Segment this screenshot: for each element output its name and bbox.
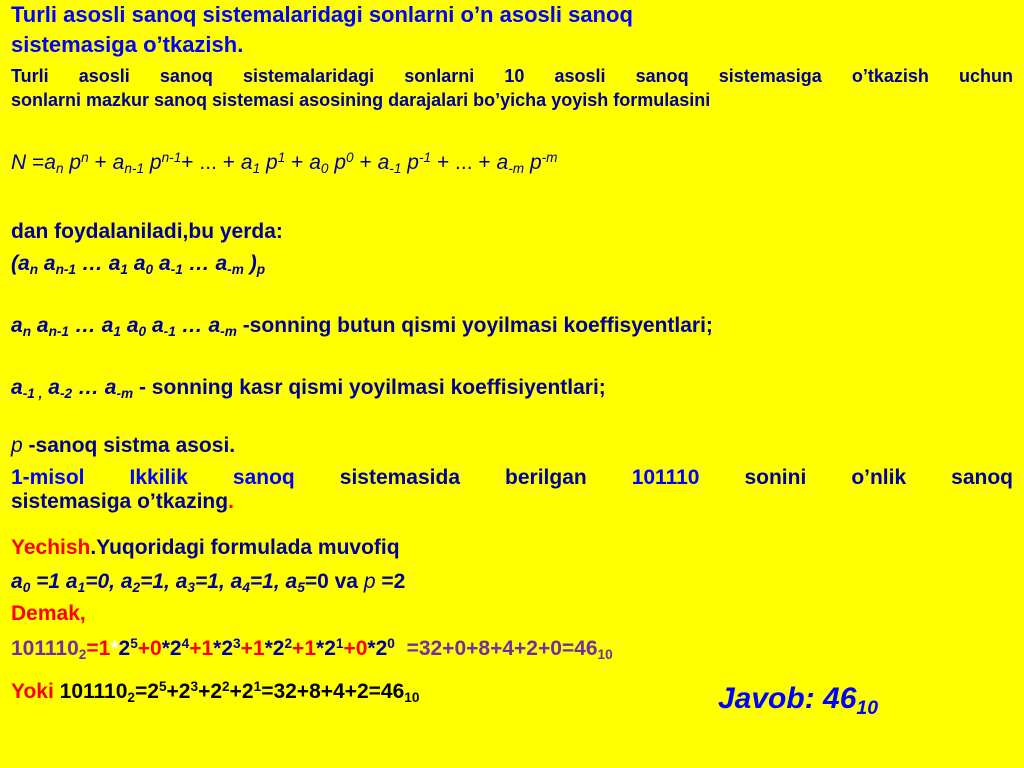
therefore-label: Demak, xyxy=(11,602,86,625)
binary-expansion: $101110_2=1*2^5+0*2^4+1*2^3+1*2^2+1*2^1+0*2^0 =32+0+8+4+2+0=46_{10}$ xyxy=(11,635,613,663)
base-definition: p -sanoq sistma asosi. xyxy=(11,434,236,457)
coefficient-values: $a_0 =1$ $a_1=0$, $a_2=1$, $a_3=1$, $a_4=1$, $a_5=0$ va p =2 xyxy=(11,570,406,596)
number-notation: ($a_n$ $a_{n-1}$ … $a_1$ $a_0$ $a_{-1}$ … $a_{-m}$ )$_p$ xyxy=(11,252,266,278)
intro-paragraph xyxy=(11,64,1013,112)
example-1-line-1: 1-misol Ikkilik sanoq sistemasida berilgan 101110 sonini o’nlik sanoq xyxy=(11,466,1013,489)
example-1 xyxy=(11,466,1013,514)
example-1-line-2: sistemasiga o’tkazing. xyxy=(11,490,234,513)
title-line-1: Turli asosli sanoq sistemalaridagi sonlarni o’n asosli sanoq xyxy=(11,2,633,27)
where-intro: dan foydalaniladi,bu yerda: xyxy=(11,220,283,243)
alternative-solution: Yoki $101110_2=2^5+2^3+2^2+2^1=32+8+4+2=46_{10}$ xyxy=(11,678,420,706)
expansion-formula: $N =a_n$ $p^n + a_{n-1}$ $p^{n-1}+$ ... + $a_1$ $p^1 + a_0$ $p^0 + a_{-1}$ $p^{-1}$ + ... + $a_{-m}$ $p^{-m}$ xyxy=(11,149,558,177)
answer: Javob: $46_{10}$ xyxy=(718,682,879,719)
title-line-2: sistemasiga o’tkazish. xyxy=(11,32,244,57)
fraction-coefficients-line: $a_{-1 ,}$ $a_{-2}$ … $a_{-m}$ - sonning kasr qismi yoyilmasi koeffisiyentlari; xyxy=(11,376,606,402)
integer-coefficients-line: $a_n$ $a_{n-1}$ … $a_1$ $a_0$ $a_{-1}$ … $a_{-m}$ -sonning butun qismi yoyilmasi koeffisyentlari; xyxy=(11,314,713,340)
slide-title xyxy=(11,0,1013,60)
intro-line-1: Turli asosli sanoq sistemalaridagi sonlarni 10 asosli sanoq sistemasiga o’tkazish uchun xyxy=(11,66,1013,86)
intro-line-2: sonlarni mazkur sanoq sistemasi asosining darajalari bo’yicha yoyish formulasini xyxy=(11,90,711,110)
solution-heading: Yechish.Yuqoridagi formulada muvofiq xyxy=(11,536,400,559)
